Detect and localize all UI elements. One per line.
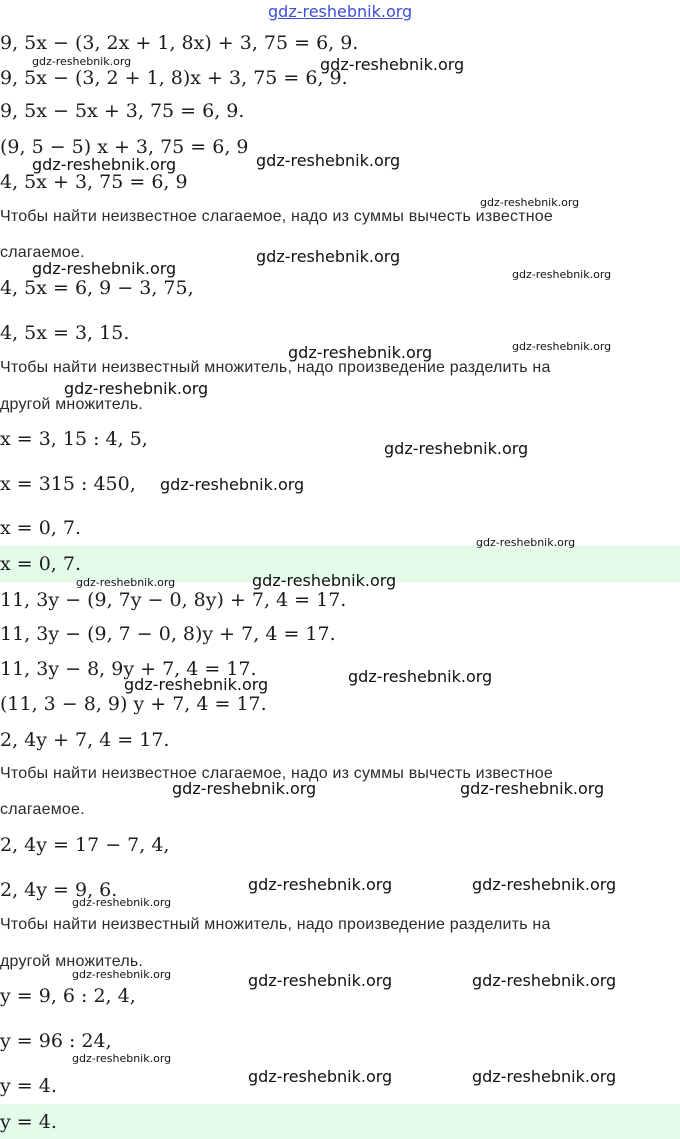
watermark: gdz-reshebnik.org — [72, 968, 172, 981]
p2-line-4: (11, 3 − 8, 9) y + 7, 4 = 17. — [0, 693, 267, 715]
watermark: gdz-reshebnik.org — [472, 1067, 617, 1086]
p1-step-1: 4, 5x = 6, 9 − 3, 75, — [0, 277, 194, 299]
watermark: gdz-reshebnik.org — [512, 340, 612, 353]
p1-step-4: x = 315 : 450, — [0, 473, 136, 495]
p1-line-1: 9, 5x − (3, 2x + 1, 8x) + 3, 75 = 6, 9. — [0, 32, 359, 54]
p1-answer: x = 0, 7. — [0, 553, 82, 575]
p1-rule-mul-1: Чтобы найти неизвестный множитель, надо произведение разделить на — [0, 359, 551, 376]
p2-rule-mul-2: другой множитель. — [0, 953, 144, 970]
watermark: gdz-reshebnik.org — [348, 667, 493, 686]
p2-rule-add-2: слагаемое. — [0, 801, 85, 818]
p1-line-2: 9, 5x − (3, 2 + 1, 8)x + 3, 75 = 6, 9. — [0, 67, 348, 89]
watermark: gdz-reshebnik.org — [32, 155, 177, 174]
p1-step-2: 4, 5x = 3, 15. — [0, 322, 130, 344]
p2-answer: y = 4. — [0, 1111, 57, 1133]
p2-step-3: y = 9, 6 : 2, 4, — [0, 985, 136, 1007]
p2-line-2: 11, 3y − (9, 7 − 0, 8)y + 7, 4 = 17. — [0, 623, 336, 645]
watermark: gdz-reshebnik.org — [32, 259, 177, 278]
watermark: gdz-reshebnik.org — [248, 875, 393, 894]
watermark: gdz-reshebnik.org — [248, 1067, 393, 1086]
p2-step-1: 2, 4y = 17 − 7, 4, — [0, 834, 170, 856]
watermark: gdz-reshebnik.org — [288, 343, 433, 362]
watermark: gdz-reshebnik.org — [256, 247, 401, 266]
watermark: gdz-reshebnik.org — [472, 875, 617, 894]
p2-step-4: y = 96 : 24, — [0, 1030, 112, 1052]
watermark: gdz-reshebnik.org — [256, 151, 401, 170]
watermark: gdz-reshebnik.org — [32, 55, 132, 68]
p1-rule-add-2: слагаемое. — [0, 244, 85, 261]
watermark: gdz-reshebnik.org — [76, 576, 176, 589]
watermark: gdz-reshebnik.org — [72, 1052, 172, 1065]
p2-line-3: 11, 3y − 8, 9y + 7, 4 = 17. — [0, 658, 257, 680]
p1-rule-mul-2: другой множитель. — [0, 396, 144, 413]
p1-line-3: 9, 5x − 5x + 3, 75 = 6, 9. — [0, 100, 245, 122]
p1-line-4: (9, 5 − 5) x + 3, 75 = 6, 9 — [0, 136, 249, 158]
watermark: gdz-reshebnik.org — [248, 971, 393, 990]
p1-rule-add-1: Чтобы найти неизвестное слагаемое, надо из суммы вычесть известное — [0, 208, 553, 225]
p2-line-5: 2, 4y + 7, 4 = 17. — [0, 729, 170, 751]
watermark: gdz-reshebnik.org — [252, 571, 397, 590]
p2-step-5: y = 4. — [0, 1075, 57, 1097]
watermark: gdz-reshebnik.org — [384, 439, 529, 458]
p2-rule-add-1: Чтобы найти неизвестное слагаемое, надо из суммы вычесть известное — [0, 765, 553, 782]
watermark: gdz-reshebnik.org — [320, 55, 465, 74]
watermark: gdz-reshebnik.org — [124, 675, 269, 694]
watermark-top[interactable]: gdz-reshebnik.org — [268, 2, 413, 21]
p1-line-5: 4, 5x + 3, 75 = 6, 9 — [0, 171, 188, 193]
watermark: gdz-reshebnik.org — [172, 779, 317, 798]
watermark: gdz-reshebnik.org — [512, 268, 612, 281]
watermark: gdz-reshebnik.org — [460, 779, 605, 798]
watermark: gdz-reshebnik.org — [64, 379, 209, 398]
p2-rule-mul-1: Чтобы найти неизвестный множитель, надо произведение разделить на — [0, 916, 551, 933]
watermark: gdz-reshebnik.org — [476, 536, 576, 549]
p2-step-2: 2, 4y = 9, 6. — [0, 879, 118, 901]
answer-highlight-2 — [0, 1104, 680, 1139]
watermark: gdz-reshebnik.org — [160, 475, 305, 494]
watermark: gdz-reshebnik.org — [480, 196, 580, 209]
watermark: gdz-reshebnik.org — [72, 896, 172, 909]
p1-step-5: x = 0, 7. — [0, 517, 82, 539]
watermark: gdz-reshebnik.org — [472, 971, 617, 990]
p1-step-3: x = 3, 15 : 4, 5, — [0, 428, 148, 450]
p2-line-1: 11, 3y − (9, 7y − 0, 8y) + 7, 4 = 17. — [0, 589, 347, 611]
